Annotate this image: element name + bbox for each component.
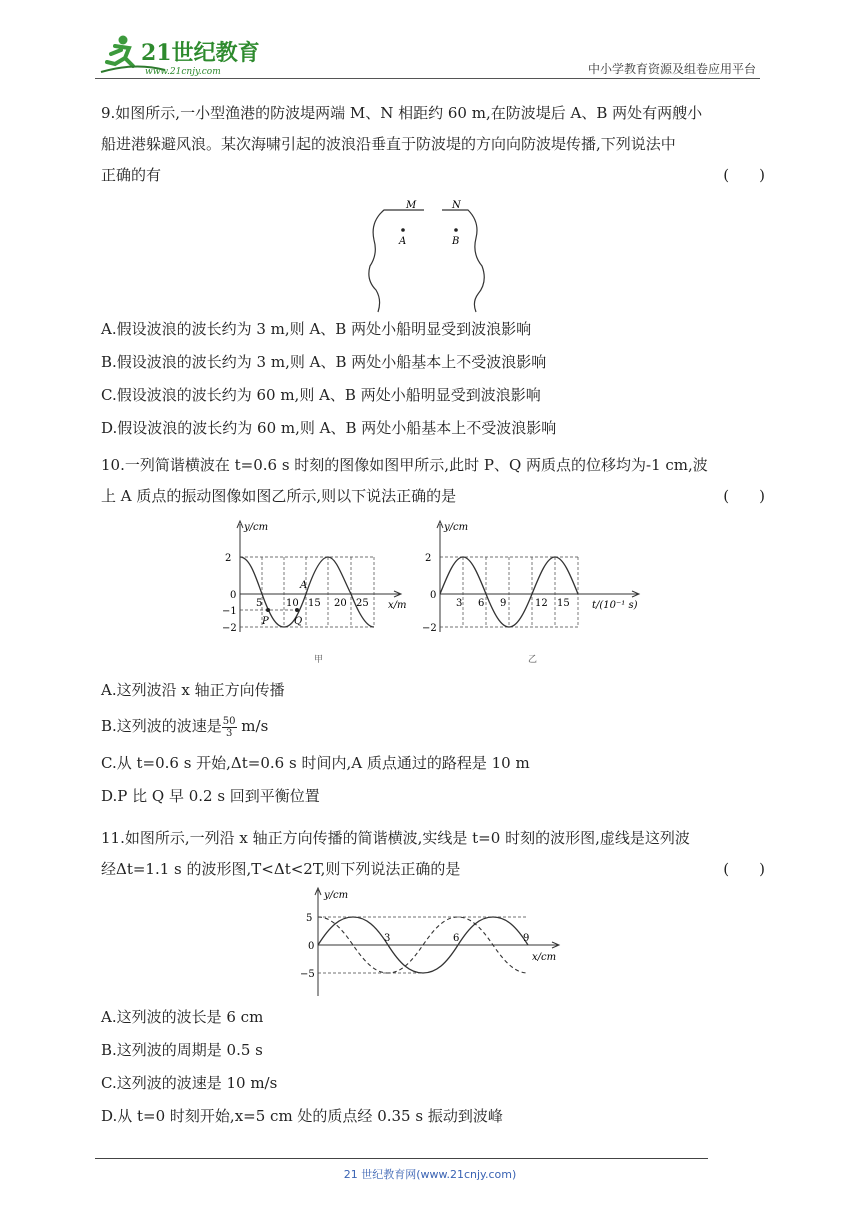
q10-options: [101, 678, 530, 808]
q10-yi-ytick-0: 0: [430, 590, 437, 601]
q11-answer-paren: ( ): [723, 860, 765, 878]
q9-figure: [366, 196, 496, 314]
q9-fig-M: M: [406, 200, 417, 211]
q10-yi-ytick-m2: −2: [422, 623, 437, 634]
q10-answer-paren: ( ): [723, 487, 765, 505]
q10-option-b: [101, 714, 530, 739]
q11-option-b: B.这列波的周期是 0.5 s: [101, 1041, 263, 1059]
q11-line2: 经Δt=1.1 s 的波形图,T<Δt<2T,则下列说法正确的是: [101, 860, 461, 878]
q10-option-b-num: 50: [222, 715, 236, 727]
q10-yi-ylabel: y/cm: [444, 522, 469, 533]
q10-jia-ytick-0: 0: [230, 590, 237, 601]
q10-figure-jia: [222, 518, 412, 668]
q10-yi-xlabel: t/(10⁻¹ s): [592, 600, 638, 611]
q10-option-b-fraction: [222, 716, 237, 739]
q10-yi-xtick-15: 15: [557, 598, 570, 609]
q11-ylabel: y/cm: [324, 890, 349, 901]
q11-figure: [300, 886, 562, 1002]
q9-line3: 正确的有: [101, 166, 162, 184]
q10-jia-point-P: P: [262, 616, 269, 627]
q11-option-a: A.这列波的波长是 6 cm: [101, 1008, 264, 1026]
q11-xtick-3: 3: [384, 933, 391, 944]
q11-xtick-6: 6: [453, 933, 460, 944]
q10-jia-ylabel: y/cm: [244, 522, 269, 533]
q10-jia-ytick-m2: −2: [222, 623, 237, 634]
logo-text: 21世纪教育: [141, 40, 260, 66]
q9-options: [101, 317, 556, 440]
footer-text: 21 世纪教育网(www.21cnjy.com): [343, 1168, 517, 1181]
q10-jia-point-Q: Q: [294, 616, 303, 627]
q11-options: [101, 1005, 503, 1128]
q9-option-d: D.假设波浪的波长约为 60 m,则 A、B 两处小船基本上不受波浪影响: [101, 419, 557, 437]
q10-jia-caption: 甲: [314, 655, 324, 665]
q10-jia-ytick-m1: −1: [222, 606, 237, 617]
q10-jia-ytick-2: 2: [225, 553, 232, 564]
q11-option-d: D.从 t=0 时刻开始,x=5 cm 处的质点经 0.35 s 振动到波峰: [101, 1107, 503, 1125]
q9-option-c: C.假设波浪的波长约为 60 m,则 A、B 两处小船明显受到波浪影响: [101, 386, 541, 404]
q10-jia-point-A: A: [300, 580, 308, 591]
q10-figure-yi: [420, 518, 642, 668]
q10-line2: 上 A 质点的振动图像如图乙所示,则以下说法正确的是: [101, 487, 457, 505]
q10-jia-xtick-5: 5: [256, 598, 263, 609]
q11-line2-wrap: [101, 854, 765, 885]
q10-option-b-suffix: m/s: [236, 717, 269, 735]
q10-jia-xtick-15: 15: [308, 598, 321, 609]
q11-xlabel: x/cm: [532, 952, 557, 963]
q11-option-c: C.这列波的波速是 10 m/s: [101, 1074, 278, 1092]
q10-yi-xtick-12: 12: [535, 598, 548, 609]
q10-yi-xtick-3: 3: [456, 598, 463, 609]
q10-jia-xtick-10: 10: [286, 598, 299, 609]
q9-answer-paren: ( ): [723, 166, 765, 184]
q9-fig-N: N: [452, 200, 461, 211]
q9-option-b: B.假设波浪的波长约为 3 m,则 A、B 两处小船基本上不受波浪影响: [101, 353, 547, 371]
site-logo: [95, 32, 265, 78]
q9-stem: [101, 98, 765, 191]
platform-name: 中小学教育资源及组卷应用平台: [587, 62, 756, 76]
q10-jia-xtick-20: 20: [334, 598, 347, 609]
q11-ytick-m5: −5: [300, 969, 315, 980]
q10-option-a: A.这列波沿 x 轴正方向传播: [101, 681, 285, 699]
q10-jia-xtick-25: 25: [356, 598, 369, 609]
q9-line3-wrap: [101, 160, 765, 191]
q10-yi-xtick-6: 6: [478, 598, 485, 609]
q10-line2-wrap: [101, 481, 765, 512]
q9-fig-A: A: [399, 236, 407, 247]
header-divider: [95, 78, 760, 79]
q10-option-c: C.从 t=0.6 s 开始,Δt=0.6 s 时间内,A 质点通过的路程是 10 m: [101, 753, 530, 772]
q11-ytick-5: 5: [306, 913, 313, 924]
q11-xtick-9: 9: [523, 933, 530, 944]
q10-yi-ytick-2: 2: [425, 553, 432, 564]
q11-stem: [101, 823, 765, 885]
logo-url: www.21cnjy.com: [145, 67, 221, 77]
q10-yi-xtick-9: 9: [500, 598, 507, 609]
q10-option-b-den: 3: [225, 727, 233, 739]
q10-option-d: D.P 比 Q 早 0.2 s 回到平衡位置: [101, 786, 320, 805]
footer-divider: [95, 1158, 708, 1159]
q10-yi-caption: 乙: [528, 655, 538, 665]
q9-line2: 船进港躲避风浪。某次海啸引起的波浪沿垂直于防波堤的方向向防波堤传播,下列说法中: [101, 135, 676, 153]
q10-jia-xlabel: x/m: [388, 600, 407, 611]
q10-option-b-prefix: B.这列波的波速是: [101, 717, 222, 735]
q10-line1: 10.一列简谐横波在 t=0.6 s 时刻的图像如图甲所示,此时 P、Q 两质点的位移均为-1 cm,波: [101, 456, 708, 474]
q11-ytick-0: 0: [308, 941, 315, 952]
q11-line1: 11.如图所示,一列沿 x 轴正方向传播的简谐横波,实线是 t=0 时刻的波形图,虚线是这列波: [101, 829, 690, 847]
q9-option-a: A.假设波浪的波长约为 3 m,则 A、B 两处小船明显受到波浪影响: [101, 320, 532, 338]
q9-line1: 9.如图所示,一小型渔港的防波堤两端 M、N 相距约 60 m,在防波堤后 A、B 两处有两艘小: [101, 104, 703, 122]
q9-fig-B: B: [452, 236, 460, 247]
q10-stem: [101, 450, 765, 512]
